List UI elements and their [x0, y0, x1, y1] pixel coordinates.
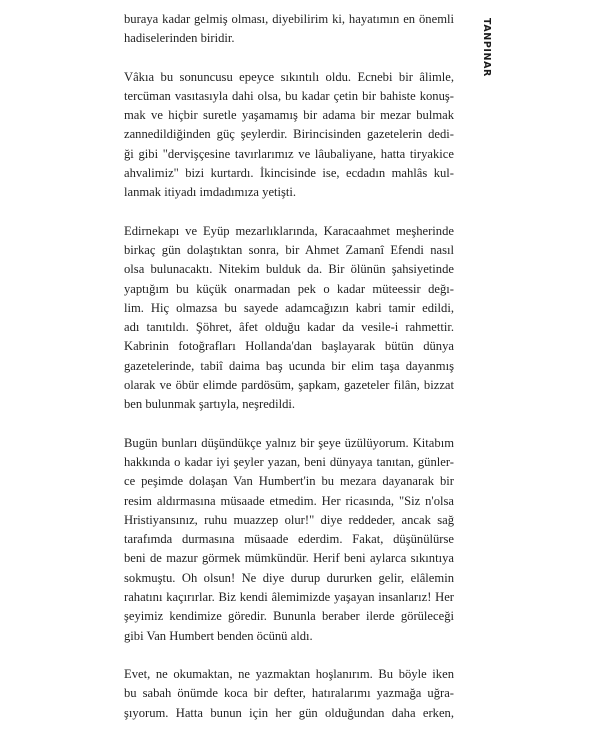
text-line: gibi Van Humbert benden öcünü aldı.	[124, 628, 313, 643]
text-line: olsa bulunacaktı. Nitekim bulduk da. Bir ölünün şahsiyetinde	[124, 262, 454, 277]
text-line: zannedildiğinden güç şeylerdir. Birincisinden gazetelerin dedi-	[124, 127, 454, 142]
text-line: lanmak itiyadı imdadımıza yetişti.	[124, 185, 297, 200]
paragraph	[124, 434, 454, 646]
text-line: Edirnekapı ve Eyüp mezarlıklarında, Karacaahmet meşherinde	[124, 223, 454, 238]
text-line: buraya kadar gelmiş olması, diyebilirim ki, hayatımın en önemli	[124, 12, 454, 26]
text-line: Hristiyansınız, ruhu muazzep olur!" diye reddeder, ancak sağ	[124, 512, 454, 527]
text-line: ahvalimiz" bizi kurtardı. İkincisinde ise, ecdadın mahlâs kul-	[124, 166, 454, 181]
paragraph	[124, 68, 454, 203]
text-line: birkaç gün dolaştıktan sonra, bir Ahmet Zamanî Efendi nasıl	[124, 242, 454, 257]
text-line: lim. Hiç olmazsa bu sayede adamcağızın kabri tamir edildi,	[124, 300, 454, 315]
running-head	[478, 18, 492, 78]
text-line: gazetelerinde, tabiî daima baş ucunda bir elim taşa dayanmış	[124, 358, 454, 373]
text-line: resim aldırmasına müsaade etmedim. Her ricasında, "Siz n'olsa	[124, 493, 454, 508]
text-line: hadiselerinden biridir.	[124, 31, 235, 46]
text-line: adı tanıtıldı. Şöhret, âfet olduğu kadar da vesile-i rahmettir.	[124, 320, 454, 335]
running-head-label: TANPINAR	[481, 18, 492, 77]
text-line: beni de mazur görmek mümkündür. Herif beni aylarca sıkıntıya	[124, 551, 454, 566]
text-line: yaptığım bu küçük onarmadan pek o kadar müteessir değı-	[124, 281, 454, 296]
paragraph	[124, 10, 454, 49]
text-line: bu sabah önümde koca bir defter, hatıralarımı yazmağa uğra-	[124, 686, 454, 701]
text-line: ce peşimde dolaşan Van Humbert'in bu mezara dayanarak bir	[124, 474, 454, 489]
text-line: rahatını kaçırırlar. Biz kendi âlemimizde yaşayan insanlarız! Her	[124, 590, 454, 605]
text-line: tarafımda durmasına müsaade ederdim. Fakat, düşünülürse	[124, 532, 454, 547]
text-line: mak ve hiçbir suretle yaşamamış bir adama bir mezar bulmak	[124, 108, 454, 123]
text-line: sokmuştu. Oh olsun! Ne diye durup dururken gelir, elâlemin	[124, 570, 454, 585]
paragraph	[124, 222, 454, 415]
text-line: şıyorum. Hatta bunun için her gün olduğundan daha erken,	[124, 705, 454, 720]
text-line: Kabrinin fotoğrafları Hollanda'dan başlayarak bütün dünya	[124, 339, 454, 354]
body-text	[124, 10, 454, 742]
paragraph	[124, 665, 454, 723]
text-line: ben bulunmak şartıyla, neşredildi.	[124, 397, 296, 412]
text-line: Vâkıa bu sonuncusu epeyce sıkıntılı oldu. Ecnebi bir âlimle,	[124, 69, 454, 84]
text-line: tercüman vasıtasıyla dahi olsa, bu kadar çetin bir bahiste konuş-	[124, 88, 454, 103]
text-line: Evet, ne okumaktan, ne yazmaktan hoşlanırım. Bu böyle iken	[124, 666, 454, 681]
text-line: şeyimiz kendimize göredir. Bununla beraber ilerde görüleceği	[124, 609, 454, 624]
text-line: Bugün bunları düşündükçe yalnız bir şeye üzülüyorum. Kitabım	[124, 435, 454, 450]
text-line: olarak ve öbür elimde pardösüm, şapkam, gazeteler filân, bizzat	[124, 378, 454, 393]
text-line: hakkında o kadar iyi şeyler yazan, beni dünyaya tanıtan, günler-	[124, 454, 454, 469]
text-line: ği gibi "dervişçesine tavırlarımız ve lâubaliyane, hatta tiryakice	[124, 146, 454, 161]
